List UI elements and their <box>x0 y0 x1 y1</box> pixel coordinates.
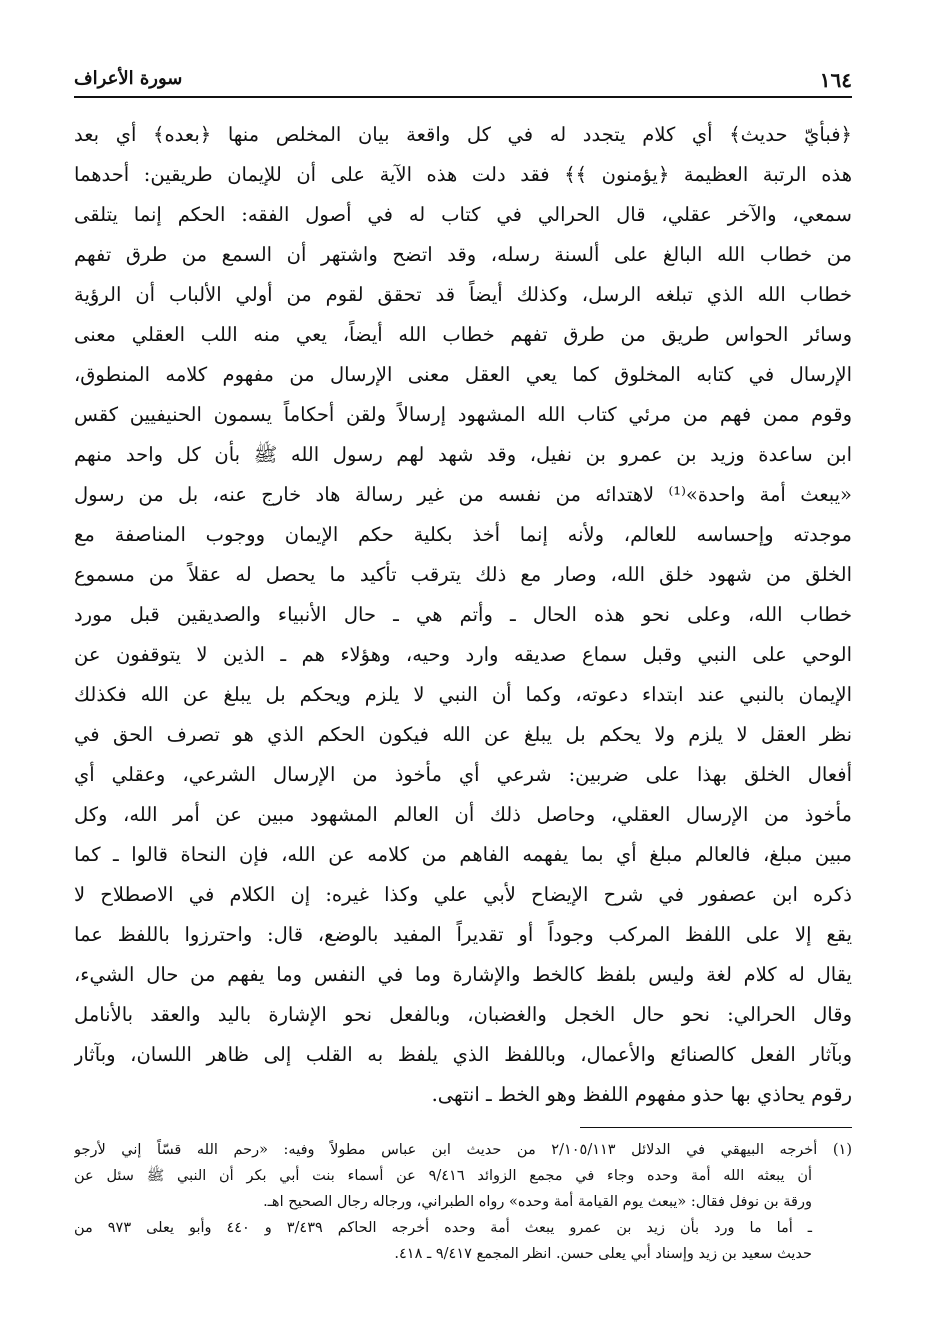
text-line: هذه الرتبة العظيمة ﴿يؤمنون ﴾﴾ فقد دلت هذه الآية على أن للإيمان طريقين: أحدهما <box>74 163 852 186</box>
text-line: الوحي على النبي وقبل سماع صديقه وارد وحيه، وهؤلاء هم ـ الذين لا يتوقفون عن <box>74 643 852 666</box>
text-line: الإرسال في كتابه المخلوق كما يعي العقل معنى الإرسال من مفهوم كلامه المنطوق، <box>74 363 852 386</box>
text-line: خطاب الله، وعلى نحو هذه الحال ـ وأتم هي ـ حال الأنبياء والصديقين قبل مورد <box>74 603 852 626</box>
running-title: سورة الأعراف <box>74 68 183 89</box>
text-line: وبآثار الفعل كالصنائع والأعمال، وباللفظ الذي يلفظ به القلب إلى ظاهر اللسان، وبآثار <box>74 1043 852 1066</box>
text-line: من خطاب الله البالغ على ألسنة رسله، وقد اتضح واشتهر أن السمع من طرق تفهم <box>74 243 852 266</box>
footnote-line: أن يبعثه الله أمة وحده وجاء في مجمع الزوائد ٩/٤١٦ عن أسماء بنت أبي بكر أن النبي ﷺ سئل عن <box>74 1168 812 1184</box>
text-line: سمعي، والآخر عقلي، قال الحرالي في كتاب له في أصول الفقه: الحكم إنما يتلقى <box>74 203 852 226</box>
main-text <box>74 115 852 1115</box>
footnote-line: ـ أما ما ورد بأن زيد بن عمرو يبعث أمة وحده أخرجه الحاكم ٣/٤٣٩ و ٤٤٠ وأبو يعلى ٩٧٣ من <box>74 1220 812 1236</box>
text-line: الخلق من شهود خلق الله، وصار مع ذلك يترقب تأكيد ما يحصل له عقلاً من مسموع <box>74 563 852 586</box>
text-line: نظر العقل لا يلزم ولا يحكم بل يبلغ عن الله فيكون الحكم الذي هو تصرف الحق في <box>74 723 852 746</box>
text-line: ذكره ابن عصفور في شرح الإيضاح لأبي علي وكذا غيره: إن الكلام في الاصطلاح لا <box>74 883 852 906</box>
footnote-separator <box>580 1127 852 1128</box>
page-number: ١٦٤ <box>819 68 852 92</box>
text-line: أفعال الخلق بهذا على ضربين: شرعي أي مأخوذ من الإرسال الشرعي، وعقلي أي <box>74 763 852 786</box>
text-line: مبين مبلغ، فالعالم مبلغ أي بما يفهمه الفاهم من كلامه عن الله، فإن النحاة قالوا ـ كما <box>74 843 852 866</box>
text-line: وقال الحرالي: نحو حال الخجل والغضبان، وبالفعل نحو الإشارة باليد والعقد بالأنامل <box>74 1003 852 1026</box>
footnote-line: ورقة بن نوفل فقال: «يبعث يوم القيامة أمة وحده» رواه الطبراني، ورجاله رجال الصحيح اهـ. <box>263 1194 812 1210</box>
text-line: ﴿فبأيّ حديث﴾ أي كلام يتجدد له في كل واقعة بيان المخلص منها ﴿بعده﴾ أي بعد <box>74 123 852 146</box>
text-line: يقع إلا على اللفظ المركب وجوداً أو تقديراً المفيد بالوضع، قال: واحترزوا باللفظ عما <box>74 923 852 946</box>
text-line: خطاب الله الذي تبلغه الرسل، وكذلك أيضاً قد تحقق لقوم من أولي الألباب أن الرؤية <box>74 283 852 306</box>
text-line: رقوم يحاذي بها حذو مفهوم اللفظ وهو الخط ـ انتهى. <box>431 1083 852 1106</box>
text-line: «يبعث أمة واحدة»⁽¹⁾ لاهتدائه من نفسه من غير رسالة هاد خارج عنه، بل من رسول <box>74 483 852 506</box>
text-line: وسائر الحواس طريق من طرق تفهم خطاب الله أيضاً، يعي منه اللب العقلي معنى <box>74 323 852 346</box>
text-line: ابن ساعدة وزيد بن عمرو بن نفيل، وقد شهد لهم رسول الله ﷺ بأن كل واحد منهم <box>74 443 852 466</box>
text-line: موجدته وإحساسه للعالم، ولأنه إنما أخذ بكلية حكم الإيمان ووجوب المناصفة مع <box>74 523 852 546</box>
footnote-line: حديث سعيد بن زيد وإسناد أبي يعلى حسن. انظر المجمع ٩/٤١٧ ـ ٤١٨. <box>394 1246 812 1262</box>
text-line: مأخوذ من الإرسال العقلي، وحاصل ذلك أن العالم المشهود مبين عن أمر الله، وكل <box>74 803 852 826</box>
footnote-line: (١) أخرجه البيهقي في الدلائل ٢/١٠٥/١١٣ من حديث ابن عباس مطولاً وفيه: «رحم الله قسّاً إني لأرجو <box>74 1142 852 1158</box>
text-line: يقال له كلام لغة وليس بلفظ كالخط والإشارة وما في النفس وما يفهم من حال الشيء، <box>74 963 852 986</box>
text-line: وقوم ممن فهم من مرئي كتاب الله المشهود إرسالاً ولقن أحكاماً يسمون الحنيفيين كقس <box>74 403 852 426</box>
page-header <box>74 62 852 98</box>
footnotes <box>74 1137 852 1267</box>
text-line: الإيمان بالنبي عند ابتداء دعوته، وكما أن النبي لا يلزم ويحكم بل يبلغ عن الله فكذلك <box>74 683 852 706</box>
